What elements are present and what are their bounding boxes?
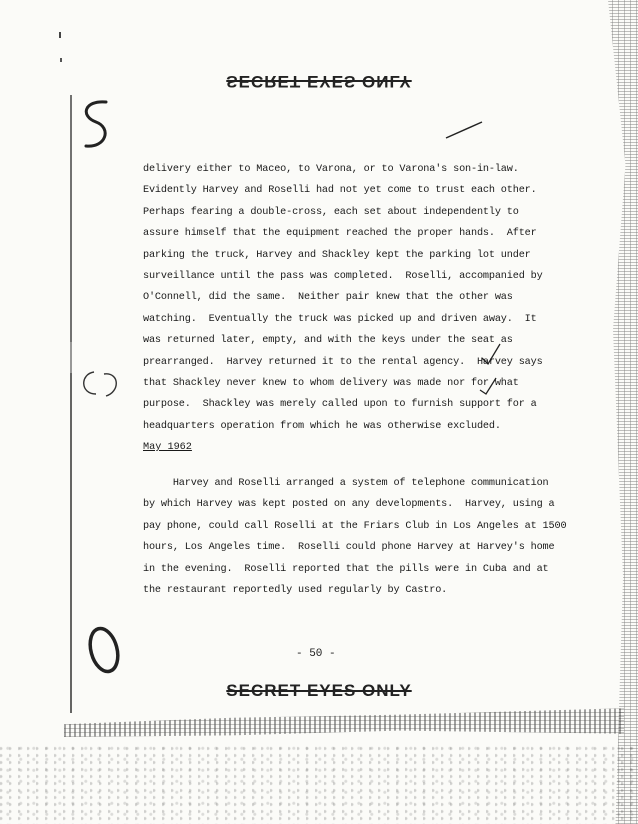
handwritten-numeral-icon bbox=[76, 96, 116, 156]
pen-stroke-icon bbox=[444, 118, 484, 142]
text-line: Harvey and Roselli arranged a system of telephone communication bbox=[143, 478, 549, 489]
page-number: - 50 - bbox=[296, 648, 336, 660]
left-margin-line bbox=[70, 95, 72, 713]
classification-marking-bottom: SECRET EYES ONLY bbox=[226, 681, 412, 700]
text-line: Evidently Harvey and Roselli had not yet come to trust each other. bbox=[143, 185, 537, 197]
text-line: prearranged. Harvey returned it to the rental agency. Harvey says bbox=[143, 356, 543, 368]
text-line: purpose. Shackley was merely called upon to furnish support for a bbox=[143, 399, 537, 411]
text-line: headquarters operation from which he was otherwise excluded. bbox=[143, 420, 501, 432]
text-line: delivery either to Maceo, to Varona, or to Varona's son-in-law. bbox=[143, 164, 519, 175]
classification-marking-top: SECRET EYES ONLY bbox=[226, 72, 412, 91]
scan-smudge bbox=[64, 705, 624, 737]
text-line: surveillance until the pass was completed. Roselli, accompanied by bbox=[143, 271, 543, 283]
text-line: by which Harvey was kept posted on any developments. Harvey, using a bbox=[143, 499, 555, 511]
section-heading: May 1962 bbox=[143, 442, 192, 453]
text-line: that Shackley never knew to whom delivery was made nor for what bbox=[143, 378, 519, 390]
text-line: in the evening. Roselli reported that the pills were in Cuba and at bbox=[143, 563, 549, 575]
text-line: hours, Los Angeles time. Roselli could phone Harvey at Harvey's home bbox=[143, 542, 555, 554]
text-line: was returned later, empty, and with the keys under the seat as bbox=[143, 335, 513, 347]
paragraph-may-1962 bbox=[143, 473, 567, 601]
scan-noise bbox=[0, 745, 638, 824]
text-line: Perhaps fearing a double-cross, each set about independently to bbox=[143, 206, 519, 218]
text-line: pay phone, could call Roselli at the Friars Club in Los Angeles at 1500 bbox=[143, 520, 567, 532]
text-line: watching. Eventually the truck was picked up and driven away. It bbox=[143, 313, 537, 325]
scan-artifact bbox=[58, 28, 64, 68]
text-line: assure himself that the equipment reached the proper hands. After bbox=[143, 228, 537, 240]
text-line: parking the truck, Harvey and Shackley kept the parking lot under bbox=[143, 249, 531, 261]
handwritten-circle-icon bbox=[84, 622, 124, 678]
handwritten-circle-icon bbox=[74, 366, 124, 402]
text-line: O'Connell, did the same. Neither pair knew that the other was bbox=[143, 292, 513, 304]
text-line: the restaurant reportedly used regularly by Castro. bbox=[143, 585, 448, 597]
paragraph-continued bbox=[143, 159, 543, 437]
